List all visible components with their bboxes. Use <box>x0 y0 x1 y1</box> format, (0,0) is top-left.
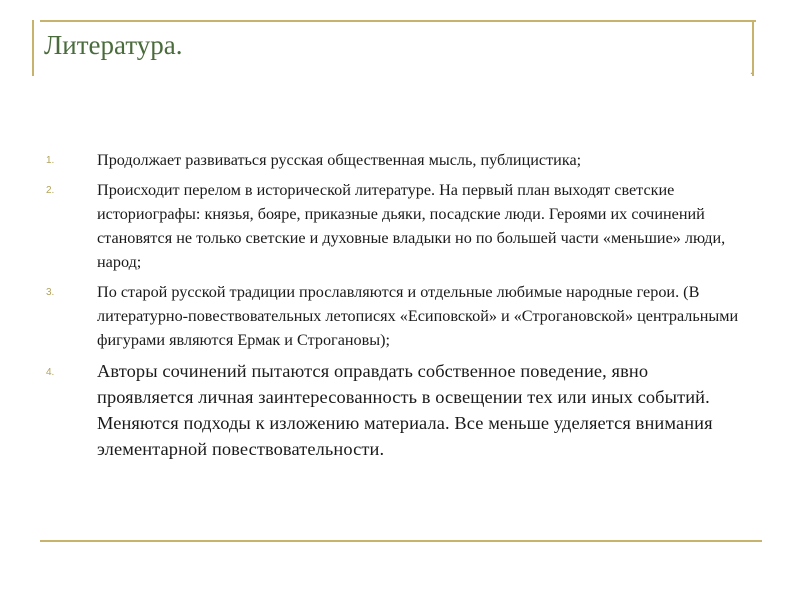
frame-left-rule <box>32 20 34 76</box>
list-item <box>0 280 800 352</box>
list-item <box>0 178 800 274</box>
list-item-number: 3. <box>46 287 55 298</box>
list-item <box>0 358 800 462</box>
numbered-list <box>0 148 800 468</box>
list-item-number: 1. <box>46 155 55 166</box>
corner-mark: . <box>750 63 753 77</box>
list-item-text: Авторы сочинений пытаются оправдать собственное поведение, явно проявляется личная заинтересованность в освещении тех или иных событий. Меняются подходы к изложению материала. Все меньше уделяется внимания элементарной повествовательности. <box>97 361 713 459</box>
list-item-number: 2. <box>46 185 55 196</box>
slide-title: Литература. <box>44 30 183 60</box>
list-item-number: 4. <box>46 367 55 378</box>
list-item-text: По старой русской традиции прославляются и отдельные любимые народные герои. (В литературно-повествовательных летописях «Есиповской» и «Строгановской» центральными фигурами являются Ермак и Строгановы); <box>97 283 739 349</box>
list-item <box>0 148 800 172</box>
list-item-text: Происходит перелом в исторической литературе. На первый план выходят светские историографы: князья, бояре, приказные дьяки, посадские люди. Героями их сочинений становятся не только светские и духовные владыки но по большей части «меньшие» люди, народ; <box>97 181 726 271</box>
list-item-text: Продолжает развиваться русская общественная мысль, публицистика; <box>97 151 582 169</box>
frame-top-rule <box>40 20 756 22</box>
frame-bottom-rule <box>40 540 762 542</box>
